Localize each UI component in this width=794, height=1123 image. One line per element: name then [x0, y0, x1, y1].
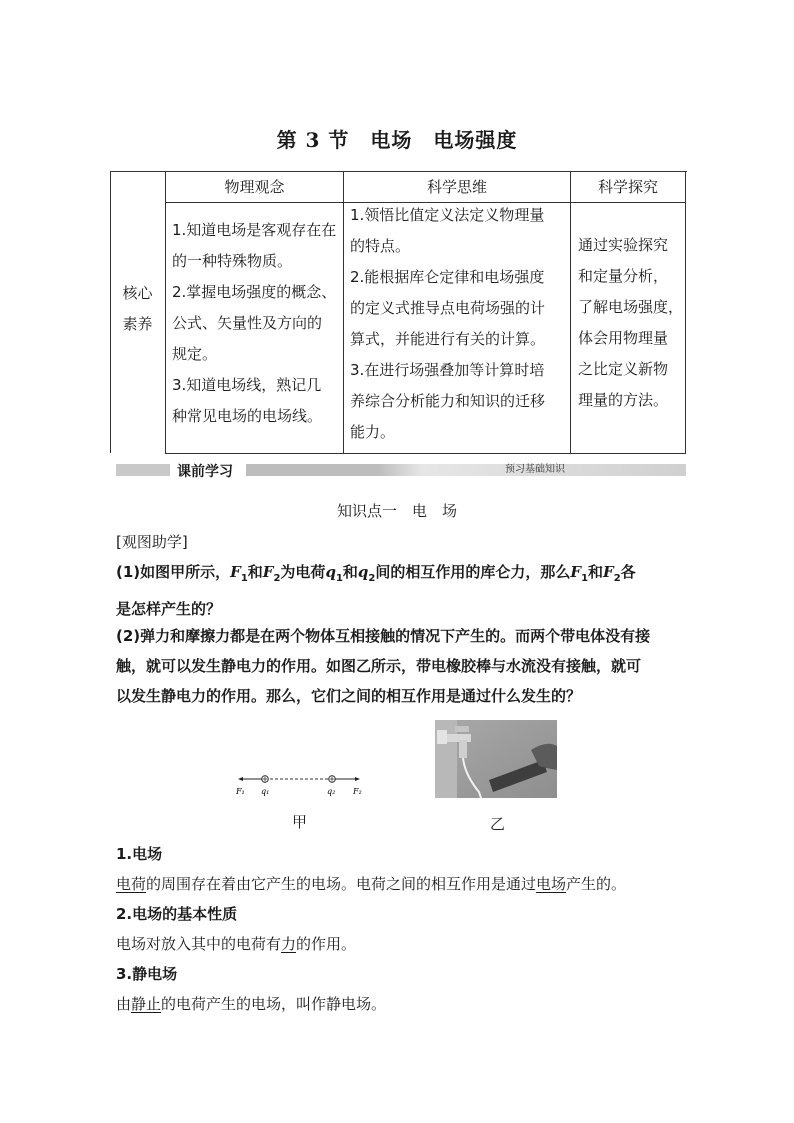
figure-label-jia: 甲 [292, 813, 308, 831]
guide-label: [观图助学] [116, 533, 188, 551]
symbol-F: F [570, 563, 582, 581]
section-label: 课前学习 [177, 464, 233, 480]
point-text: 由 [116, 995, 132, 1013]
point-text: 产生的。 [566, 875, 627, 893]
header-scientific-inquiry: 科学探究 [597, 178, 658, 196]
cell-scientific-thinking [350, 200, 545, 448]
cell-line: 能力。 [350, 423, 396, 441]
table-col-divider [165, 171, 166, 454]
table-col-divider [343, 171, 344, 454]
page-title: 第 3 节 电场 电场强度 [276, 128, 518, 152]
question-1-line1 [116, 557, 686, 594]
cell-line: 2.掌握电场强度的概念、 [172, 283, 337, 301]
question-2 [116, 621, 650, 711]
point-heading-3: 3.静电场 [116, 965, 178, 983]
q1-text: 和 [588, 563, 604, 581]
underlined-term: 静止 [131, 995, 162, 1013]
point-heading-1: 1.电场 [116, 845, 163, 863]
point-text: 的作用。 [296, 935, 357, 953]
cell-line: 体会用物理量 [578, 329, 669, 347]
cell-line: 规定。 [172, 345, 218, 363]
label-f2: F₂ [353, 787, 362, 796]
point-text: 的电荷产生的电场，叫作静电场。 [161, 995, 387, 1013]
cell-line: 3.在进行场强叠加等计算时培 [350, 361, 545, 379]
cell-line: 和定量分析， [578, 267, 669, 285]
subscript: 1 [335, 573, 343, 584]
q1-text: 和 [342, 563, 358, 581]
q1-text: 和 [247, 563, 263, 581]
cell-scientific-inquiry [578, 230, 683, 416]
row-label-line: 核心 [122, 284, 153, 302]
subscript: 1 [581, 573, 589, 584]
symbol-F: F [262, 563, 274, 581]
q1-text: 各 [620, 563, 636, 581]
cell-line: 之比定义新物 [578, 360, 669, 378]
symbol-q: q [357, 563, 369, 581]
cell-line: 通过实验探究 [578, 236, 669, 254]
underlined-term: 力 [281, 935, 297, 953]
figure-label-yi: 乙 [490, 815, 506, 833]
subscript: 2 [273, 573, 281, 584]
point-text-1 [116, 869, 626, 899]
point-text: 电场对放入其中的电荷有 [116, 935, 282, 953]
cell-line: 的特点。 [350, 237, 411, 255]
cell-line: 3.知道电场线，熟记几 [172, 376, 322, 394]
symbol-F: F [603, 563, 614, 581]
cell-line: 了解电场强度， [578, 298, 684, 316]
underlined-term: 电荷 [116, 875, 147, 893]
header-scientific-thinking: 科学思维 [426, 178, 487, 196]
label-f1: F₁ [236, 787, 245, 796]
point-text-2 [116, 929, 626, 959]
subscript: 2 [613, 573, 621, 584]
header-physics-concept: 物理观念 [224, 178, 285, 196]
subscript: 1 [240, 573, 248, 584]
table-right-border [685, 171, 686, 454]
label-q1: q₁ [261, 787, 270, 796]
question-1 [116, 557, 686, 624]
cell-line: 种常见电场的电场线。 [172, 407, 323, 425]
q1-text: 间的相互作用的库仑力，那么 [375, 563, 571, 581]
cell-line: 理量的方法。 [578, 391, 669, 409]
section-bar-right [246, 464, 686, 476]
cell-line: 的定义式推导点电荷场强的计 [350, 299, 546, 317]
arrow-head-right [355, 777, 360, 781]
cell-line: 1.领悟比值定义法定义物理量 [350, 206, 545, 224]
cell-physics-concept [172, 215, 336, 432]
cell-line: 算式，并能进行有关的计算。 [350, 330, 546, 348]
point-text: 的周围存在着由它产生的电场。电荷之间的相互作用是通过 [146, 875, 537, 893]
question-2-line: 以发生静电力的作用。那么，它们之间的相互作用是通过什么发生的？ [116, 687, 582, 705]
question-1-line2: 是怎样产生的？ [116, 600, 222, 618]
point-text-3 [116, 989, 626, 1019]
arrow-head-left [238, 777, 243, 781]
table-col-divider [570, 171, 571, 454]
q1-text: 为电荷 [280, 563, 326, 581]
section-bar-left [116, 464, 170, 476]
question-2-line: 触，就可以发生静电力的作用。如图乙所示，带电橡胶棒与水流没有接触，就可 [116, 657, 642, 675]
point-heading-2: 2.电场的基本性质 [116, 905, 238, 923]
q1-text: (1)如图甲所示， [116, 563, 231, 581]
cell-line: 2.能根据库仑定律和电场强度 [350, 268, 545, 286]
symbol-q: q [325, 563, 336, 581]
subscript: 2 [368, 573, 376, 584]
row-label [110, 278, 165, 340]
cell-line: 1.知道电场是客观存在在 [172, 221, 337, 239]
cell-line: 养综合分析能力和知识的迁移 [350, 392, 546, 410]
symbol-F: F [230, 563, 241, 581]
question-2-line: (2)弹力和摩擦力都是在两个物体互相接触的情况下产生的。而两个带电体没有接 [116, 627, 651, 645]
cell-line: 公式、矢量性及方向的 [172, 314, 323, 332]
cell-line: 的一种特殊物质。 [172, 252, 293, 270]
charges-diagram [230, 770, 370, 800]
section-sub-label: 预习基础知识 [505, 464, 565, 475]
label-q2: q₂ [327, 787, 336, 796]
knowledge-points [116, 839, 626, 1019]
rod-water-photo [435, 720, 557, 798]
underlined-term: 电场 [536, 875, 567, 893]
knowledge-heading: 知识点一 电 场 [336, 502, 457, 520]
table-top-border [110, 171, 687, 172]
table-bottom-border [165, 453, 685, 454]
row-label-line: 素养 [122, 315, 153, 333]
